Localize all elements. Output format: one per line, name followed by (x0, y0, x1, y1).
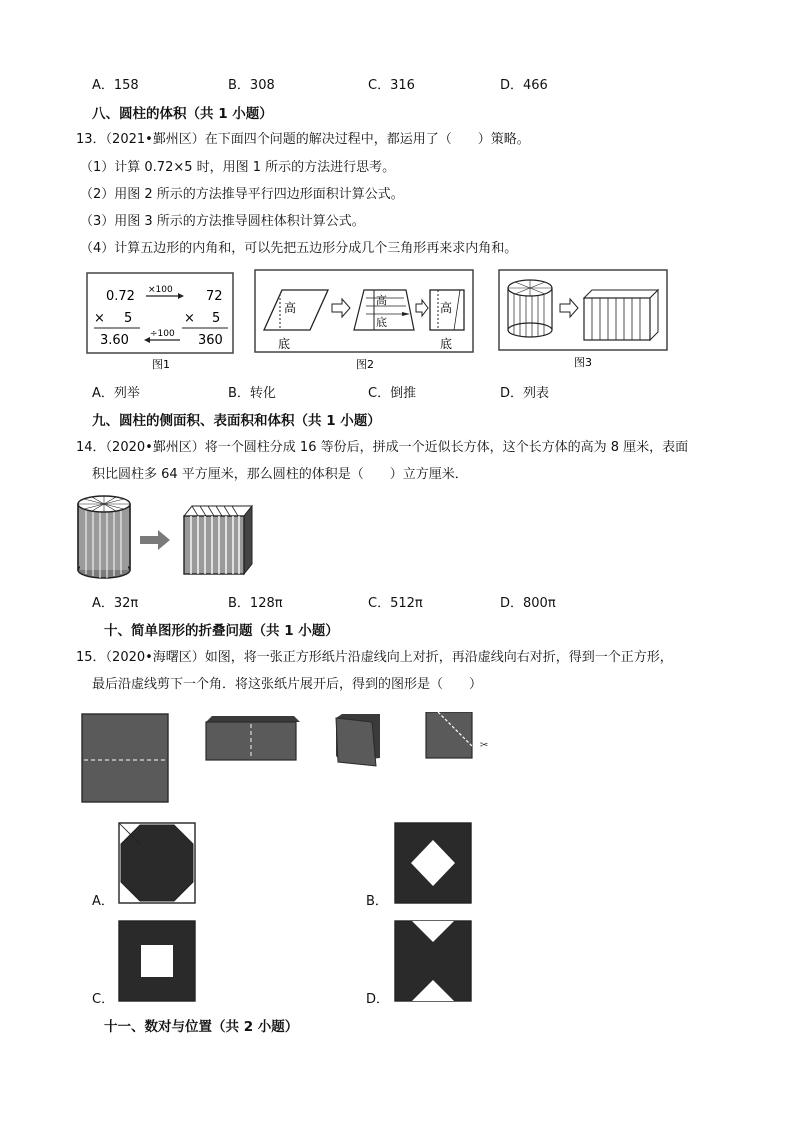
q15-option-b-figure (394, 822, 472, 904)
q13-figure-1 (86, 270, 236, 370)
q14-line-1: 14．（2020•鄞州区）将一个圆柱分成 16 等份后，拼成一个近似长方体，这个长方体的高为 8 厘米，表面 (76, 440, 689, 455)
q14-option-c: C．512π (368, 596, 423, 611)
q15-option-d-label: D． (366, 992, 390, 1007)
scissors-icon: ✂ (480, 740, 489, 751)
q15-option-d-figure (394, 920, 472, 1002)
fig2-base-3: 底 (440, 337, 453, 351)
q15-option-c-figure (118, 920, 196, 1002)
q13-stem: 13．（2021•鄞州区）在下面四个问题的解决过程中，都运用了（ ）策略。 (76, 132, 530, 147)
q13-item-1: （1）计算 0.72×5 时，用图 1 所示的方法进行思考。 (80, 160, 396, 175)
section9-heading: 九、圆柱的侧面积、表面积和体积（共 1 小题） (92, 413, 381, 429)
q14-line-2: 积比圆柱多 64 平方厘米，那么圆柱的体积是（ ）立方厘米． (92, 467, 468, 482)
section11-heading: 十一、数对与位置（共 2 小题） (104, 1019, 299, 1035)
q12-option-b: B．308 (228, 78, 275, 93)
fig1-right-mul: × (184, 311, 195, 326)
fig1-left-mid: 5 (124, 311, 133, 326)
octagon-shape (121, 825, 193, 901)
q15-option-a-figure (118, 822, 196, 904)
q15-option-a-label: A． (92, 894, 114, 909)
fig1-left-bottom: 3.60 (100, 333, 129, 348)
q14-option-b: B．128π (228, 596, 283, 611)
section10-heading: 十、简单图形的折叠问题（共 1 小题） (104, 623, 339, 639)
q15-step2-folded-rect-icon (206, 716, 300, 760)
q13-item-3: （3）用图 3 所示的方法推导圆柱体积计算公式。 (80, 214, 365, 229)
fig2-base-2: 底 (376, 316, 387, 329)
fig1-arrow-top-label: ×100 (148, 285, 173, 295)
fig2-base-1: 底 (278, 337, 291, 351)
q14-cylinder-icon (78, 496, 130, 578)
q15-fold-sequence (80, 712, 500, 808)
q14-option-a: A．32π (92, 596, 139, 611)
q14-cuboid-icon (184, 506, 252, 574)
q15-option-c-label: C． (92, 992, 115, 1007)
fig2-high-3: 高 (440, 301, 453, 315)
fig1-caption: 图1 (152, 358, 170, 370)
q12-option-d: D．466 (500, 78, 548, 93)
q12-option-c: C．316 (368, 78, 415, 93)
q13-option-a: A．列举 (92, 386, 140, 401)
q15-option-b-label: B． (366, 894, 388, 909)
q15-line-2: 最后沿虚线剪下一个角．将这张纸片展开后，得到的图形是（ ） (92, 677, 483, 692)
section8-heading: 八、圆柱的体积（共 1 小题） (92, 106, 273, 122)
q13-option-c: C．倒推 (368, 386, 417, 401)
fig1-right-top: 72 (206, 289, 223, 304)
q13-option-d: D．列表 (500, 386, 550, 401)
fig1-right-bottom: 360 (198, 333, 223, 348)
fig2-caption: 图2 (356, 358, 374, 371)
q14-option-d: D．800π (500, 596, 556, 611)
fig3-caption: 图3 (574, 356, 592, 369)
fig2-high-1: 高 (284, 301, 297, 315)
q14-figure (74, 494, 260, 584)
q15-step4-cut-square-icon (426, 712, 488, 758)
q12-option-a: A．158 (92, 78, 139, 93)
square-hole-shape (141, 945, 173, 977)
q15-step3-folded-square-icon (336, 714, 380, 766)
q14-arrow-icon (140, 530, 170, 550)
q13-item-2: （2）用图 2 所示的方法推导平行四边形面积计算公式。 (80, 187, 404, 202)
q15-line-1: 15．（2020•海曙区）如图，将一张正方形纸片沿虚线向上对折，再沿虚线向右对折，得到一个正方形， (76, 650, 673, 665)
q13-item-4: （4）计算五边形的内角和，可以先把五边形分成几个三角形再来求内角和。 (80, 241, 518, 256)
fig1-arrow-bottom-label: ÷100 (150, 329, 175, 339)
fig1-left-top: 0.72 (106, 289, 135, 304)
fig3-cuboid-icon (584, 290, 658, 340)
fig3-cylinder-icon (508, 280, 552, 337)
fig2-high-2: 高 (376, 294, 387, 307)
q13-option-b: B．转化 (228, 386, 276, 401)
fig1-left-mul: × (94, 311, 105, 326)
q13-figure-3 (498, 268, 670, 372)
fig1-right-mid: 5 (212, 311, 221, 326)
q15-step1-square-icon (82, 714, 168, 802)
q13-figure-2 (254, 268, 476, 372)
